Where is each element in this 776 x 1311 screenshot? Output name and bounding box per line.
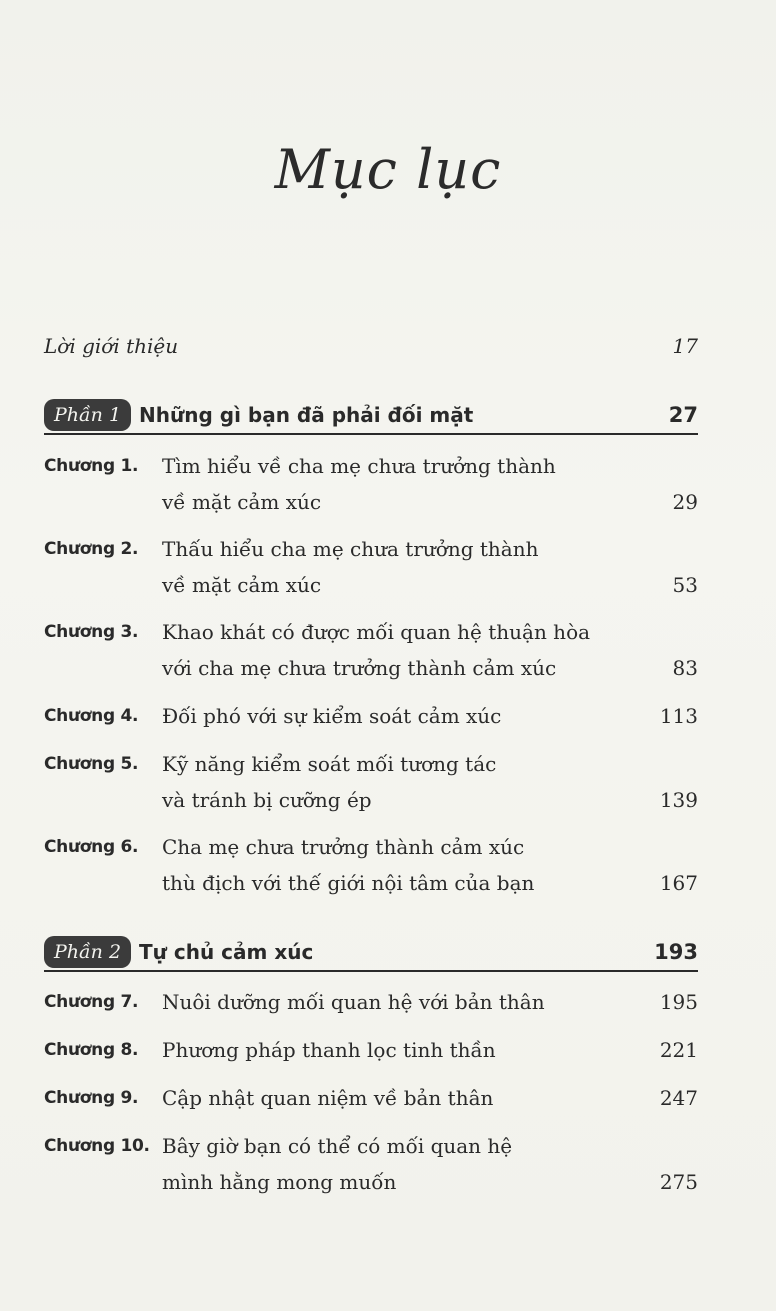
chapter-title-line: Khao khát có được mối quan hệ thuận hòa	[162, 620, 591, 644]
chapter-page: 247	[659, 1086, 698, 1110]
chapter-label: Chương 8.	[44, 1040, 139, 1060]
chapter-title-line: với cha mẹ chưa trưởng thành cảm xúc	[162, 656, 557, 680]
chapter-title-line: Đối phó với sự kiểm soát cảm xúc	[162, 704, 502, 728]
chapter-entry	[44, 614, 698, 686]
chapter-title-line: và tránh bị cưỡng ép	[162, 788, 372, 812]
chapter-title-line: Nuôi dưỡng mối quan hệ với bản thân	[162, 990, 545, 1014]
chapter-title-line: Bây giờ bạn có thể có mối quan hệ	[162, 1134, 513, 1158]
chapter-title-line: Phương pháp thanh lọc tinh thần	[162, 1038, 496, 1062]
chapter-entry	[44, 984, 698, 1020]
chapter-entry	[44, 829, 698, 901]
chapter-label: Chương 6.	[44, 837, 139, 857]
intro-page: 17	[672, 334, 698, 358]
chapter-title-line: mình hằng mong muốn	[162, 1170, 397, 1194]
chapter-label: Chương 10.	[44, 1136, 150, 1156]
chapter-title-line: về mặt cảm xúc	[162, 573, 322, 597]
chapter-page: 29	[672, 490, 698, 514]
chapter-page: 139	[659, 788, 698, 812]
part-title: Tự chủ cảm xúc	[139, 940, 314, 964]
chapter-entry	[44, 698, 698, 734]
chapter-label: Chương 5.	[44, 754, 139, 774]
part-badge: Phần 2	[44, 936, 131, 968]
chapter-entry	[44, 746, 698, 818]
chapter-title-line: Tìm hiểu về cha mẹ chưa trưởng thành	[162, 454, 556, 478]
chapter-entry	[44, 531, 698, 603]
chapter-label: Chương 2.	[44, 539, 139, 559]
part-title: Những gì bạn đã phải đối mặt	[139, 403, 474, 427]
part-2-header	[44, 934, 698, 972]
intro-label: Lời giới thiệu	[44, 334, 179, 358]
chapter-page: 275	[659, 1170, 698, 1194]
chapter-page: 53	[672, 573, 698, 597]
chapter-label: Chương 7.	[44, 992, 139, 1012]
chapter-entry	[44, 1080, 698, 1116]
chapter-page: 195	[659, 990, 698, 1014]
chapter-title-line: Cha mẹ chưa trưởng thành cảm xúc	[162, 835, 525, 859]
chapter-page: 221	[659, 1038, 698, 1062]
chapter-label: Chương 3.	[44, 622, 139, 642]
chapter-title-line: Cập nhật quan niệm về bản thân	[162, 1086, 494, 1110]
chapter-entry	[44, 1032, 698, 1068]
part-1-header	[44, 397, 698, 435]
chapter-title-line: thù địch với thế giới nội tâm của bạn	[162, 871, 535, 895]
chapter-entry	[44, 448, 698, 520]
chapter-page: 113	[659, 704, 698, 728]
chapter-title-line: Kỹ năng kiểm soát mối tương tác	[162, 752, 497, 776]
page-title: Mục lục	[274, 138, 502, 201]
chapter-title-line: Thấu hiểu cha mẹ chưa trưởng thành	[162, 537, 539, 561]
part-page: 193	[654, 940, 698, 964]
part-page: 27	[668, 403, 698, 427]
chapter-title-line: về mặt cảm xúc	[162, 490, 322, 514]
part-badge: Phần 1	[44, 399, 131, 431]
chapter-label: Chương 1.	[44, 456, 139, 476]
intro-entry	[44, 334, 698, 364]
chapter-label: Chương 9.	[44, 1088, 139, 1108]
chapter-label: Chương 4.	[44, 706, 139, 726]
chapter-entry	[44, 1128, 698, 1200]
chapter-page: 167	[659, 871, 698, 895]
chapter-page: 83	[672, 656, 698, 680]
